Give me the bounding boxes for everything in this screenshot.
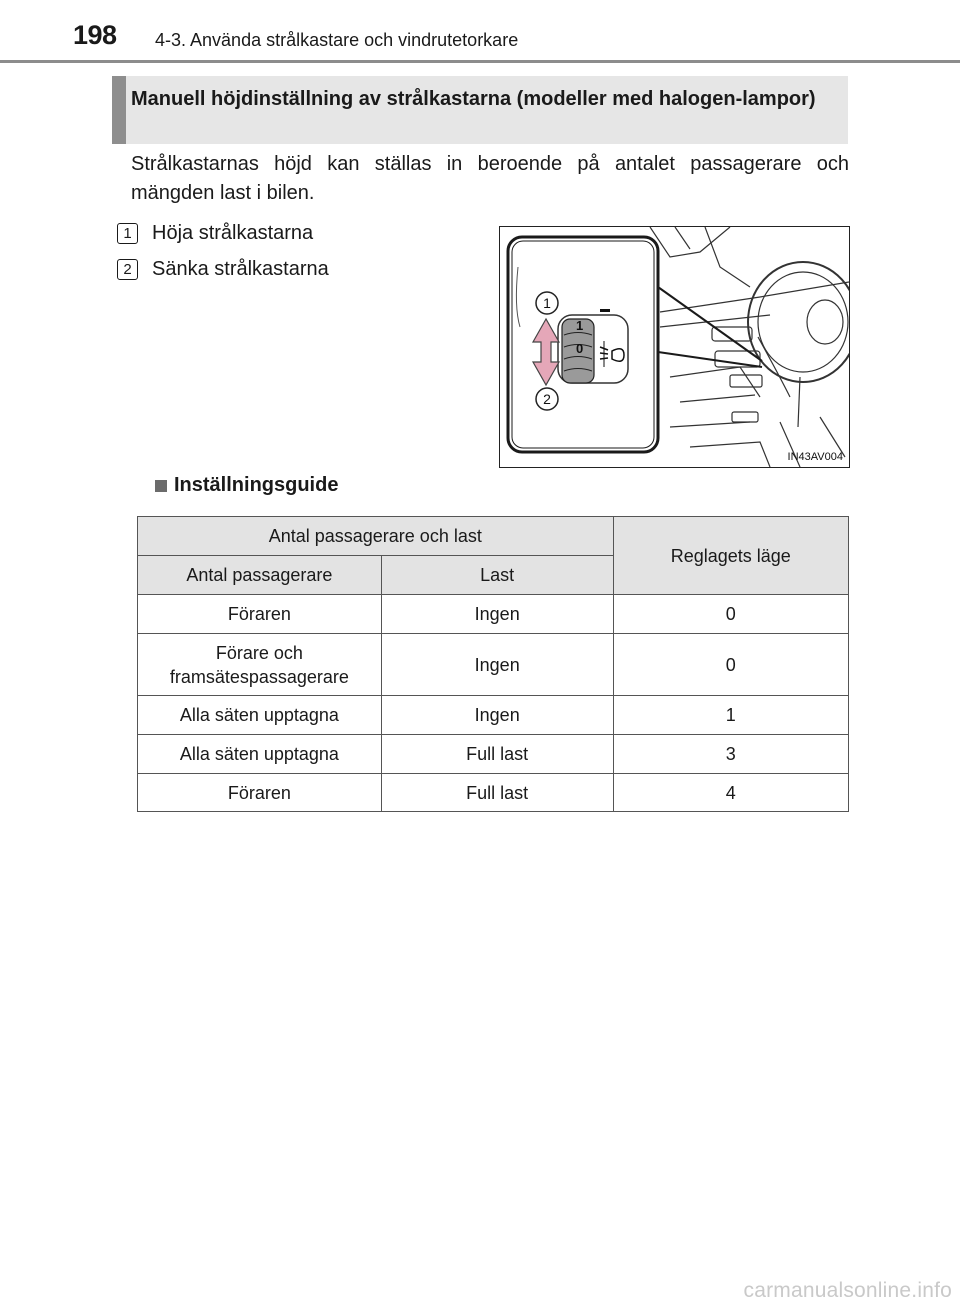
callout-2 bbox=[536, 388, 558, 410]
cell-position: 0 bbox=[613, 595, 848, 634]
cell-position: 0 bbox=[613, 634, 848, 696]
dial-mark-0: 0 bbox=[576, 341, 584, 356]
settings-table bbox=[137, 516, 849, 812]
svg-text:2: 2 bbox=[543, 391, 551, 407]
svg-text:1: 1 bbox=[543, 295, 551, 311]
cell-position: 3 bbox=[613, 735, 848, 774]
dashboard-drawing bbox=[500, 227, 849, 467]
watermark: carmanualsonline.info bbox=[743, 1279, 952, 1302]
guide-heading bbox=[155, 474, 338, 497]
running-head: 4-3. Använda strålkastare och vindrutetorkare bbox=[155, 30, 519, 50]
table-row bbox=[138, 735, 849, 774]
step-lower bbox=[117, 258, 329, 281]
cell-load: Ingen bbox=[381, 696, 613, 735]
figure-code: IN43AV004 bbox=[787, 451, 843, 463]
cell-passengers: Alla säten upptagna bbox=[138, 696, 382, 735]
callout-1 bbox=[536, 292, 558, 314]
table-row bbox=[138, 696, 849, 735]
cell-passengers: Alla säten upptagna bbox=[138, 735, 382, 774]
step-number-badge: 2 bbox=[117, 259, 138, 280]
step-raise bbox=[117, 222, 313, 245]
table-row bbox=[138, 774, 849, 812]
step-label: Höja strålkastarna bbox=[152, 222, 314, 244]
cell-passengers: Förare och framsätespassagerare bbox=[138, 634, 382, 696]
page-number: 198 bbox=[73, 20, 117, 50]
table-header-group: Antal passagerare och last bbox=[138, 517, 614, 556]
dial-mark-1: 1 bbox=[576, 318, 584, 333]
cell-load: Full last bbox=[381, 735, 613, 774]
cell-passengers: Föraren bbox=[138, 595, 382, 634]
cell-position: 1 bbox=[613, 696, 848, 735]
header-divider bbox=[0, 60, 960, 63]
cell-load: Ingen bbox=[381, 634, 613, 696]
table-header-passengers: Antal passagerare bbox=[138, 556, 382, 595]
cell-passengers: Föraren bbox=[138, 774, 382, 812]
guide-heading-text: Inställningsguide bbox=[174, 474, 339, 496]
cell-position: 4 bbox=[613, 774, 848, 812]
table-header-load: Last bbox=[381, 556, 613, 595]
intro-paragraph: Strålkastarnas höjd kan ställas in beroende på antalet passagerare och mängden last i bilen. bbox=[131, 153, 849, 204]
square-bullet-icon bbox=[155, 480, 167, 492]
section-title: Manuell höjdinställning av strålkastarna (modeller med halogen-lampor) bbox=[112, 76, 848, 144]
headlight-leveling-illustration bbox=[499, 226, 850, 468]
step-label: Sänka strålkastarna bbox=[152, 258, 329, 280]
cell-load: Ingen bbox=[381, 595, 613, 634]
table-row bbox=[138, 634, 849, 696]
table-row bbox=[138, 595, 849, 634]
table-header-position: Reglagets läge bbox=[613, 517, 848, 595]
cell-load: Full last bbox=[381, 774, 613, 812]
step-number-badge: 1 bbox=[117, 223, 138, 244]
